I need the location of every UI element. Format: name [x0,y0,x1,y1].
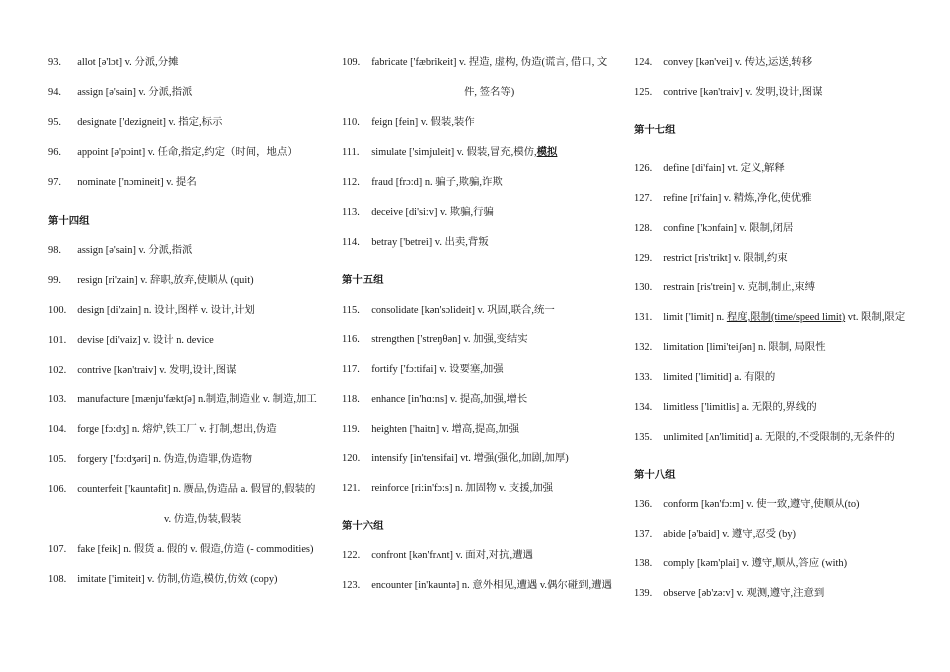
entry-number: 127. [634,193,653,204]
entry-number: 105. [48,454,67,465]
entry-text: fabricate ['fæbrikeit] v. 捏造, 虚构, 伪造(谎言, 借口, 文 [371,57,608,68]
entry-number: 121. [342,483,361,494]
entry-text: assign [ə'sain] v. 分派,指派 [77,87,193,98]
entry-text: contrive [kən'traiv] v. 发明,设计,图谋 [663,87,823,98]
entry-number: 130. [634,282,653,293]
entry-number: 108. [48,574,67,585]
entry-number: 99. [48,275,61,286]
entry-number: 101. [48,335,67,346]
entry-text: limit ['limit] n. [663,312,727,323]
entry-number: 120. [342,453,361,464]
vocab-entry [634,587,824,601]
entry-text: confine ['kɔnfain] v. 限制,闭居 [663,223,794,234]
entry-text: heighten ['haitn] v. 增高,提高,加强 [371,424,519,435]
entry-text: consolidate [kən'sɔlideit] v. 巩固,联合,统一 [371,305,555,316]
entry-text: betray ['betrei] v. 出卖,背叛 [371,237,489,248]
group-heading: 第十五组 [342,275,384,286]
entry-text: forgery ['fɔ:dʒəri] n. 伪造,伪造罪,伪造物 [77,454,253,465]
underlined-term: 程度,限制(time/speed limit) [726,312,846,323]
entry-number: 118. [342,394,360,405]
entry-number: 126. [634,163,653,174]
vocab-entry [342,452,569,466]
entry-text: reinforce [ri:in'fɔ:s] n. 加固物 v. 支援,加强 [371,483,554,494]
entry-text: encounter [in'kauntə] n. 意外相见,遭遇 v.偶尔碰到,遭遇 [371,580,612,591]
entry-number: 128. [634,223,653,234]
entry-number: 110. [342,117,360,128]
vocab-entry [48,483,315,497]
vocab-entry [342,393,527,407]
vocab-entry [342,304,555,318]
vocab-entry [342,482,553,496]
entry-number: 122. [342,550,361,561]
entry-text: observe [əb'zə:v] v. 观测,遵守,注意到 [663,588,825,599]
vocab-entry [634,341,826,355]
entry-text: forge [fɔ:dʒ] n. 熔炉,铁工厂 v. 打制,想出,伪造 [77,424,277,435]
vocab-entry [342,176,503,190]
vocab-entry [48,304,255,318]
entry-text: comply [kəm'plai] v. 遵守,顺从,答应 (with) [663,558,848,569]
entry-number: 111. [342,147,360,158]
vocab-entry [634,528,796,542]
entry-number: 136. [634,499,653,510]
entry-text: define [di'fain] vt. 定义,解释 [663,163,785,174]
entry-number: 94. [48,87,61,98]
vocab-entry [48,423,277,437]
vocab-entry [48,274,254,288]
entry-number: 134. [634,402,653,413]
vocab-entry [342,146,557,160]
vocab-entry [342,206,494,220]
vocab-entry [48,393,317,407]
entry-text: confront [kən'frʌnt] v. 面对,对抗,遭遇 [371,550,533,561]
entry-text: nominate ['nɔmineit] v. 提名 [77,177,197,188]
entry-text: restrain [ris'trein] v. 克制,制止,束缚 [663,282,816,293]
entry-text: refine [ri'fain] v. 精炼,净化,使优雅 [663,193,812,204]
vocab-entry [634,192,812,206]
entry-number: 115. [342,305,360,316]
entry-text: resign [ri'zain] v. 辞职,放弃,使顺从 (quit) [77,275,254,286]
entry-number: 139. [634,588,653,599]
group-heading: 第十八组 [634,470,676,481]
vocab-entry [634,56,812,70]
entry-number: 98. [48,245,61,256]
entry-text: enhance [in'hɑ:ns] v. 提高,加强,增长 [371,394,528,405]
entry-text: conform [kən'fɔ:m] v. 使一致,遵守,使顺从(to) [663,499,860,510]
entry-text: fortify ['fɔ:tifai] v. 设要塞,加强 [371,364,504,375]
entry-text: simulate ['simjuleit] v. 假装,冒充,模仿, [371,147,537,158]
vocab-entry [342,116,475,130]
entry-text: intensify [in'tensifai] vt. 增强(强化,加剧,加厚) [371,453,569,464]
entry-number: 135. [634,432,653,443]
entry-text: abide [ə'baid] v. 遵守,忍受 (by) [663,529,796,540]
vocab-entry [48,364,237,378]
entry-text: convey [kən'vei] v. 传达,运送,转移 [663,57,813,68]
vocab-entry [342,423,519,437]
vocab-entry [48,56,179,70]
vocab-entry [634,431,895,445]
entry-text: appoint [ə'pɔint] v. 任命,指定,约定（时间，地点） [77,147,298,158]
vocab-entry [48,453,252,467]
entry-number: 96. [48,147,61,158]
entry-number: 137. [634,529,653,540]
entry-text: allot [ə'lɔt] v. 分派,分摊 [77,57,179,68]
entry-number: 95. [48,117,61,128]
vocab-entry [634,371,775,385]
vocab-entry [634,222,793,236]
entry-number: 109. [342,57,361,68]
vocab-entry [48,334,214,348]
entry-text: 件, 签名等) [464,87,515,98]
entry-text: counterfeit ['kauntəfit] n. 赝品,伪造品 a. 假冒的,假装的 [77,484,316,495]
vocab-entry [634,557,847,571]
vocab-entry [48,146,298,160]
vocab-entry [342,56,607,70]
entry-text-tail: vt. 限制,限定 [845,312,906,323]
entry-text: fraud [frɔ:d] n. 骗子,欺骗,诈欺 [371,177,503,188]
entry-number: 131. [634,312,653,323]
vocab-entry [342,236,489,250]
entry-number: 119. [342,424,360,435]
vocab-entry [342,333,528,347]
vocab-entry [48,573,278,587]
vocab-entry [342,549,533,563]
entry-text: deceive [di'si:v] v. 欺骗,行骗 [371,207,494,218]
group-heading: 第十六组 [342,521,384,532]
entry-number: 112. [342,177,360,188]
entry-number: 117. [342,364,360,375]
entry-number: 93. [48,57,61,68]
entry-number: 123. [342,580,361,591]
vocab-entry [634,162,785,176]
vocab-entry [48,176,197,190]
entry-number: 100. [48,305,67,316]
entry-number: 125. [634,87,653,98]
entry-text: limitation [limi'teiʃən] n. 限制, 局限性 [663,342,826,353]
entry-text: feign [fein] v. 假装,装作 [371,117,475,128]
vocab-entry [342,579,612,593]
vocab-entry [634,281,815,295]
entry-text: restrict [ris'trikt] v. 限制,约束 [663,253,788,264]
entry-text: v. 仿造,伪装,假装 [164,514,242,525]
vocab-entry [48,116,222,130]
entry-number: 104. [48,424,67,435]
entry-text: contrive [kən'traiv] v. 发明,设计,图谋 [77,365,237,376]
entry-text: design [di'zain] n. 设计,图样 v. 设计,计划 [77,305,255,316]
entry-number: 113. [342,207,360,218]
entry-number: 103. [48,394,67,405]
entry-number: 116. [342,334,360,345]
vocab-entry [634,252,788,266]
entry-number: 114. [342,237,360,248]
underlined-term: 模拟 [536,147,558,158]
vocab-entry [634,401,817,415]
vocab-entry [48,86,192,100]
vocab-entry [634,86,823,100]
entry-text: limitless ['limitlis] a. 无限的,界线的 [663,402,817,413]
entry-text: imitate ['imiteit] v. 仿制,仿造,模仿,仿效 (copy) [77,574,278,585]
entry-continuation [464,86,514,100]
entry-text: assign [ə'sain] v. 分派,指派 [77,245,193,256]
entry-number: 129. [634,253,653,264]
vocab-entry [48,543,313,557]
entry-text: unlimited [ʌn'limitid] a. 无限的,不受限制的,无条件的 [663,432,895,443]
vocab-entry [48,244,192,258]
group-heading: 第十七组 [634,125,676,136]
vocab-entry [342,363,504,377]
entry-text: limited ['limitid] a. 有限的 [663,372,776,383]
entry-continuation [164,513,241,527]
entry-number: 138. [634,558,653,569]
entry-text: fake [feik] n. 假货 a. 假的 v. 假造,仿造 (- commodities) [77,544,314,555]
entry-number: 132. [634,342,653,353]
group-heading: 第十四组 [48,216,90,227]
entry-number: 106. [48,484,67,495]
entry-text: designate ['dezigneit] v. 指定,标示 [77,117,223,128]
entry-number: 97. [48,177,61,188]
entry-text: devise [di'vaiz] v. 设计 n. device [77,335,214,346]
entry-number: 102. [48,365,67,376]
entry-number: 124. [634,57,653,68]
entry-number: 133. [634,372,653,383]
entry-text: manufacture [mænju'fæktʃə] n.制造,制造业 v. 制造,加工 [77,394,317,405]
vocab-entry [634,498,859,512]
vocab-entry [634,311,905,325]
entry-number: 107. [48,544,67,555]
entry-text: strengthen ['streŋθən] v. 加强,变结实 [371,334,528,345]
